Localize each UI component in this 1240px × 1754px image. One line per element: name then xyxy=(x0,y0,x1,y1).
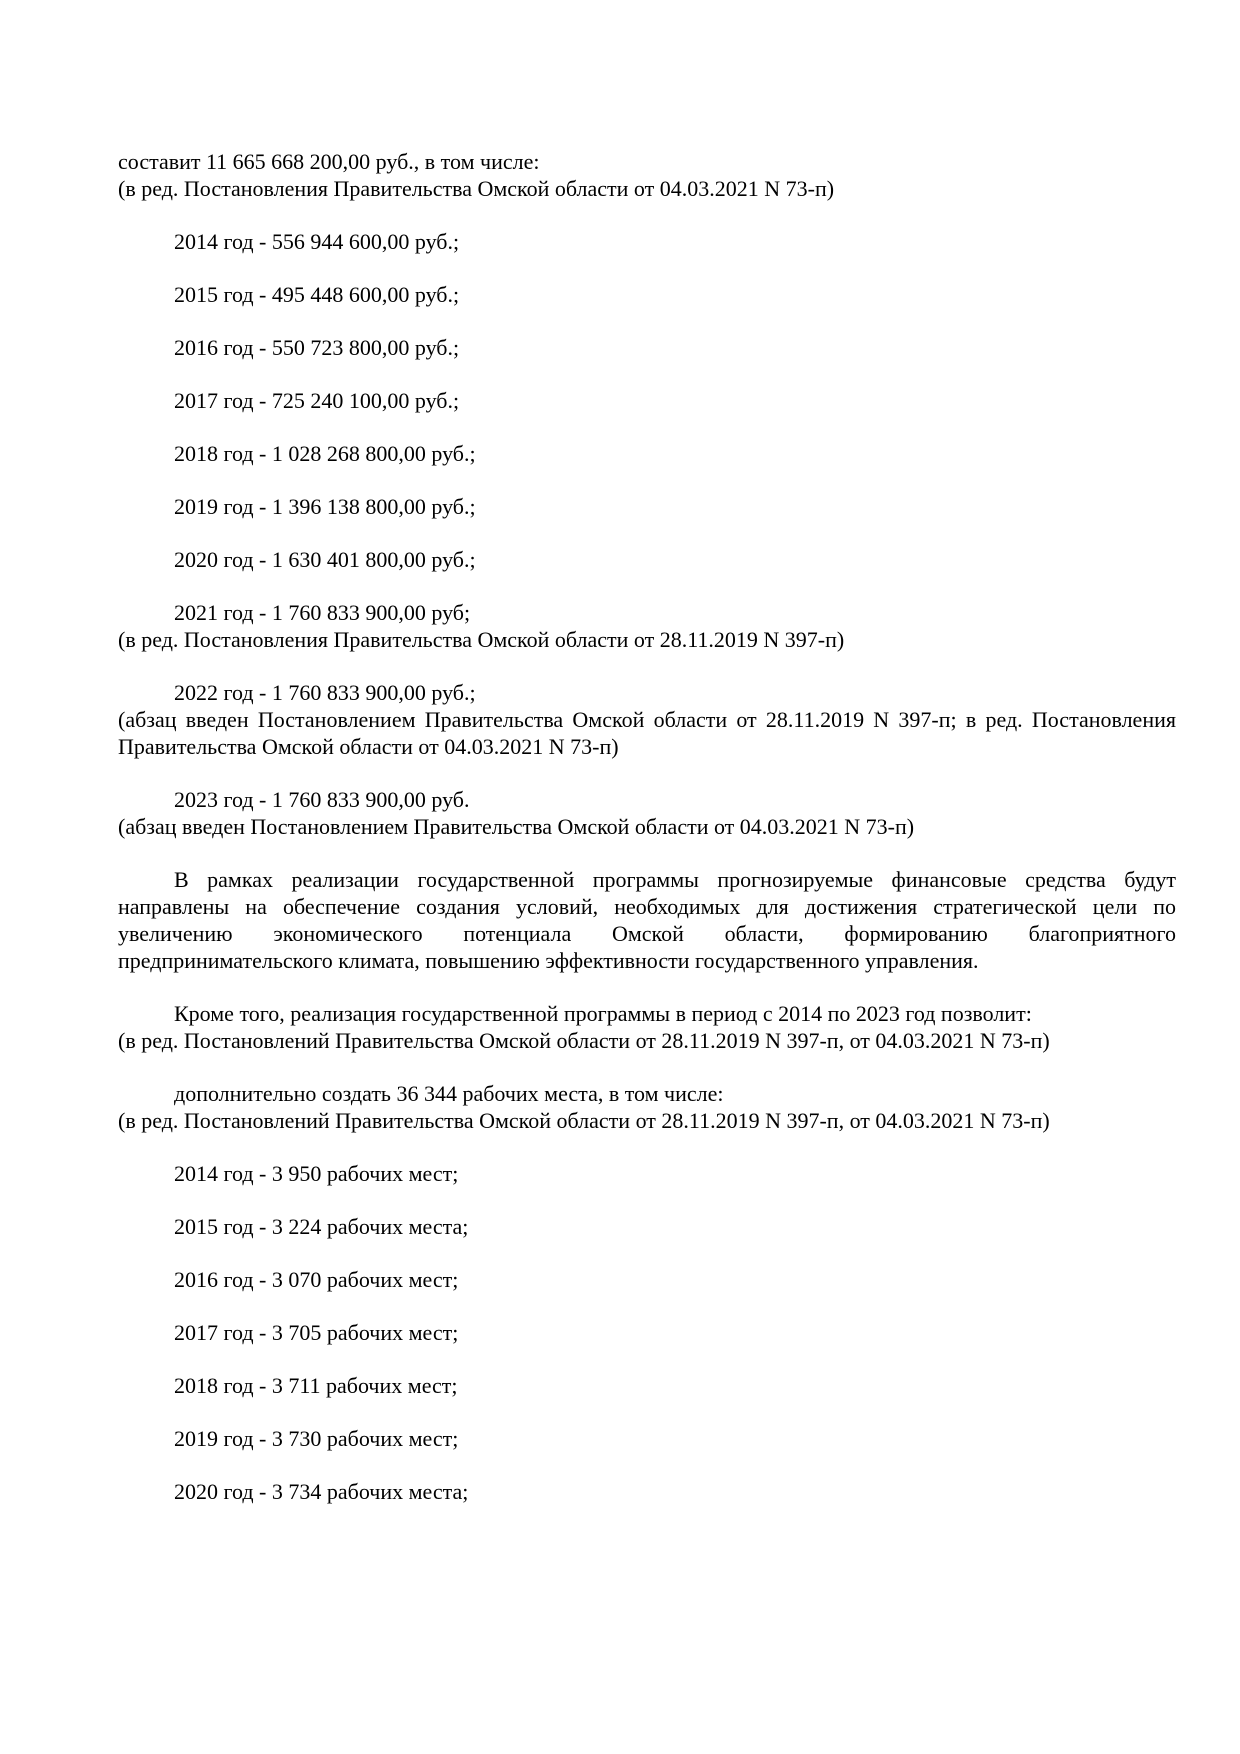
funding-year-item: 2023 год - 1 760 833 900,00 руб. xyxy=(174,787,470,812)
jobs-year-item: 2016 год - 3 070 рабочих мест; xyxy=(174,1267,459,1292)
results-intro: Кроме того, реализация государственной программы в период с 2014 по 2023 год позволит: xyxy=(174,1001,1032,1026)
amendment-note: (в ред. Постановления Правительства Омской области от 04.03.2021 N 73-п) xyxy=(118,176,835,201)
amendment-note: (в ред. Постановления Правительства Омской области от 28.11.2019 N 397-п) xyxy=(118,627,845,652)
jobs-year-item: 2014 год - 3 950 рабочих мест; xyxy=(174,1161,459,1186)
jobs-year-item: 2015 год - 3 224 рабочих места; xyxy=(174,1214,469,1239)
funding-year-item: 2022 год - 1 760 833 900,00 руб.; xyxy=(174,680,476,705)
amendment-note: (в ред. Постановлений Правительства Омской области от 28.11.2019 N 397-п, от 04.03.2021 N 73-п) xyxy=(118,1108,1050,1133)
goal-paragraph: В рамках реализации государственной программы прогнозируемые финансовые средства будут направлены на обеспечение создания условий, необходимых для достижения стратегической цели по увеличению экономического потенциала Омской области, формированию благоприятного предпринимательского климата, повышению эффективности государственного управления. xyxy=(118,867,1176,973)
amendment-note: (в ред. Постановлений Правительства Омской области от 28.11.2019 N 397-п, от 04.03.2021 N 73-п) xyxy=(118,1028,1050,1053)
jobs-year-item: 2020 год - 3 734 рабочих места; xyxy=(174,1479,469,1504)
funding-year-item: 2014 год - 556 944 600,00 руб.; xyxy=(174,229,460,254)
jobs-total-line: дополнительно создать 36 344 рабочих места, в том числе: xyxy=(174,1081,724,1106)
funding-year-item: 2020 год - 1 630 401 800,00 руб.; xyxy=(174,547,476,572)
jobs-year-item: 2017 год - 3 705 рабочих мест; xyxy=(174,1320,459,1345)
funding-year-item: 2021 год - 1 760 833 900,00 руб; xyxy=(174,600,471,625)
jobs-year-item: 2019 год - 3 730 рабочих мест; xyxy=(174,1426,459,1451)
funding-year-item: 2018 год - 1 028 268 800,00 руб.; xyxy=(174,441,476,466)
funding-year-item: 2015 год - 495 448 600,00 руб.; xyxy=(174,282,460,307)
funding-year-item: 2016 год - 550 723 800,00 руб.; xyxy=(174,335,460,360)
amendment-note: (абзац введен Постановлением Правительства Омской области от 28.11.2019 N 397-п; в ред. Постановления Правительства Омской области от 04.03.2021 N 73-п) xyxy=(118,707,1176,759)
document-body xyxy=(118,148,1176,1505)
funding-year-item: 2019 год - 1 396 138 800,00 руб.; xyxy=(174,494,476,519)
funding-year-item: 2017 год - 725 240 100,00 руб.; xyxy=(174,388,460,413)
total-funding-line: составит 11 665 668 200,00 руб., в том числе: xyxy=(118,149,540,174)
amendment-note: (абзац введен Постановлением Правительства Омской области от 04.03.2021 N 73-п) xyxy=(118,814,915,839)
jobs-year-item: 2018 год - 3 711 рабочих мест; xyxy=(174,1373,458,1398)
